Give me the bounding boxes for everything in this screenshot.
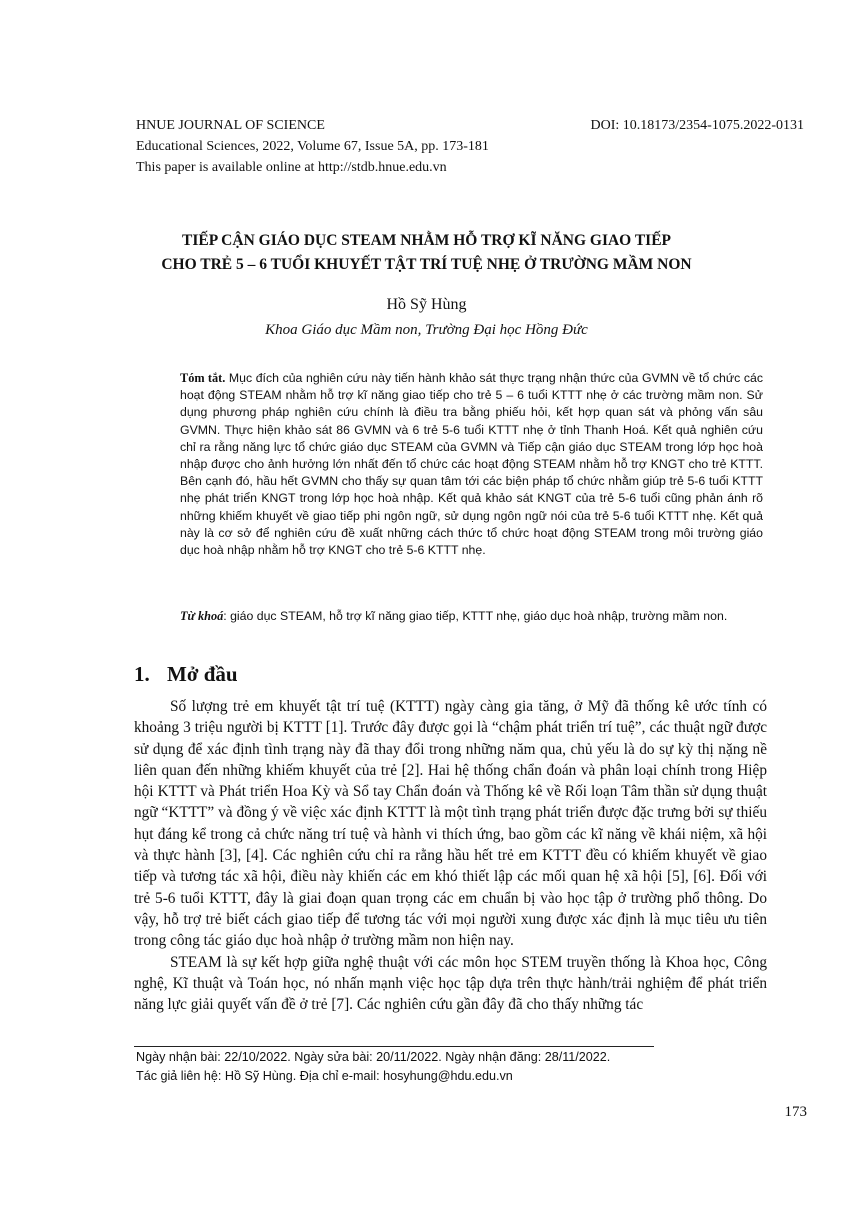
page-number: 173 <box>784 1104 807 1120</box>
author-name: Hồ Sỹ Hùng <box>386 296 467 313</box>
keywords-label: Từ khoá <box>180 609 224 623</box>
footnote-dates: Ngày nhận bài: 22/10/2022. Ngày sửa bài: 20/11/2022. Ngày nhận đăng: 28/11/2022. <box>136 1050 611 1064</box>
availability-note: This paper is available online at http://stdb.hnue.edu.vn <box>136 160 447 175</box>
volume-info: Educational Sciences, 2022, Volume 67, Issue 5A, pp. 173-181 <box>136 139 489 154</box>
section-body <box>134 696 767 1015</box>
paper-title-line-1: TIẾP CẬN GIÁO DỤC STEAM NHẰM HỖ TRỢ KĨ NĂNG GIAO TIẾP <box>181 232 672 249</box>
keywords-text: : giáo dục STEAM, hỗ trợ kĩ năng giao tiếp, KTTT nhẹ, giáo dục hoà nhập, trường mầm non. <box>223 609 728 623</box>
body-paragraph: Số lượng trẻ em khuyết tật trí tuệ (KTTT) ngày càng gia tăng, ở Mỹ đã thống kê ước tính có khoảng 3 triệu người bị KTTT [1]. Trước đây được gọi là “chậm phát triển trí tuệ”, các thuật ngữ được sử dụng để xác định tình trạng này đã thay đổi trong những năm qua, chủ yếu là do sự kỳ thị nặng nề liên quan đến những khiếm khuyết của trẻ [2]. Hai hệ thống chẩn đoán và phân loại chính trong Hiệp hội KTTT và Phát triển Hoa Kỳ và Sổ tay Chẩn đoán và Thống kê về Rối loạn Tâm thần sử dụng thuật ngữ “KTTT” và đồng ý về việc xác định KTTT là một tình trạng phát triển được đặc trưng bởi sự thiếu hụt đáng kể trong cả chức năng trí tuệ và hành vi thích ứng, bao gồm các kĩ năng về khái niệm, xã hội và thực hành [3], [4]. Các nghiên cứu chỉ ra rằng hầu hết trẻ em KTTT đều có khiếm khuyết về giao tiếp và tương tác xã hội, điều này khiến các em khó thiết lập các mối quan hệ xã hội [5], [6]. Đối với trẻ 5-6 tuổi KTTT, đây là giai đoạn quan trọng các em chuẩn bị vào học tập ở trường phổ thông. Do vậy, hỗ trợ trẻ biết cách giao tiếp để tương tác với mọi người xung được xác định là mục tiêu ưu tiên trong công tác giáo dục hoà nhập ở trường mầm non hiện nay. <box>134 698 767 950</box>
section-title: Mở đầu <box>167 662 238 686</box>
section-number: 1. <box>134 662 150 686</box>
footnote-contact: Tác giả liên hệ: Hồ Sỹ Hùng. Địa chỉ e-mail: hosyhung@hdu.edu.vn <box>136 1069 513 1083</box>
abstract-text: Mục đích của nghiên cứu này tiến hành khảo sát thực trạng nhận thức của GVMN về tổ chức các hoạt động STEAM nhằm hỗ trợ kĩ năng giao tiếp cho trẻ 5 – 6 tuổi KTTT nhẹ ở các trường mầm non. Sử dụng phương pháp nghiên cứu chính là điều tra bằng phiếu hỏi, kết hợp quan sát và phỏng vấn sâu GVMN. Thực hiện khảo sát 86 GVMN và 6 trẻ 5-6 tuổi KTTT nhẹ ở tỉnh Thanh Hoá. Kết quả nghiên cứu chỉ ra rằng năng lực tổ chức giáo dục STEAM của GVMN và Tiếp cận giáo dục STEAM trong lớp học hoà nhập được cho ảnh hưởng lớn nhất đến tổ chức các hoạt động STEAM nhằm hỗ trợ KNGT cho trẻ KTTT. Bên cạnh đó, hầu hết GVMN cho thấy sự quan tâm tới các biện pháp tổ chức nhằm giúp trẻ 5-6 tuổi KTTT nhẹ phát triển KNGT trong lớp học hoà nhập. Kết quả khảo sát KNGT của trẻ 5-6 tuổi cũng phản ánh rõ những khiếm khuyết về giao tiếp phi ngôn ngữ, sử dụng ngôn ngữ nói của trẻ 5-6 tuổi KTTT nhẹ. Kết quả này là cơ sở để nghiên cứu đề xuất những cách thức tổ chức hoạt động STEAM trong môi trường giáo dục hoà nhập nhằm hỗ trợ KNGT cho trẻ 5-6 KTTT nhẹ. <box>180 371 763 558</box>
section-heading <box>134 662 238 687</box>
footnote-divider <box>134 1046 654 1047</box>
abstract <box>180 370 763 559</box>
body-paragraph: STEAM là sự kết hợp giữa nghệ thuật với các môn học STEM truyền thống là Khoa học, Công nghệ, Kĩ thuật và Toán học, nó nhấn mạnh việc học tập dựa trên thực hành/trải nghiệm để phát triển năng lực giải quyết vấn đề ở trẻ [7]. Các nghiên cứu gần đây đã cho thấy những tác <box>134 953 767 1014</box>
doi[interactable]: DOI: 10.18173/2354-1075.2022-0131 <box>590 118 804 133</box>
author-affiliation: Khoa Giáo dục Mầm non, Trường Đại học Hồng Đức <box>265 322 588 338</box>
abstract-label: Tóm tắt. <box>180 371 226 385</box>
keywords <box>180 608 763 625</box>
journal-name: HNUE JOURNAL OF SCIENCE <box>136 118 325 133</box>
paper-title-line-2: CHO TRẺ 5 – 6 TUỔI KHUYẾT TẬT TRÍ TUỆ NHẸ Ở TRƯỜNG MẦM NON <box>161 256 692 273</box>
